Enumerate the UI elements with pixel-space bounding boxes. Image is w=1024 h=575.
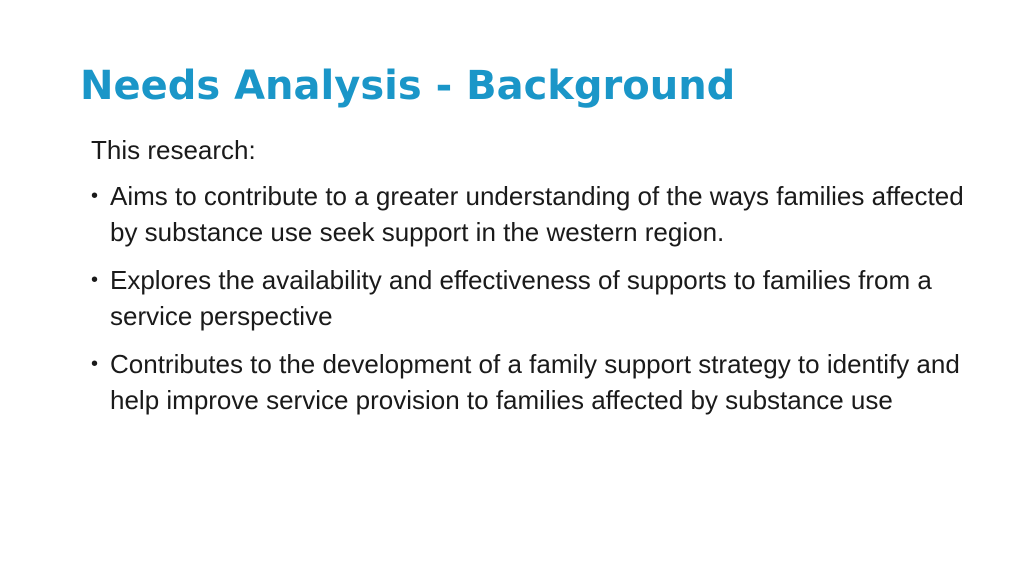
bullet-item (91, 178, 971, 250)
intro-text: This research: (91, 135, 256, 165)
bullet-item (91, 262, 971, 334)
bullet-icon: • (91, 353, 99, 375)
bullet-icon: • (91, 185, 99, 207)
bullet-text: Aims to contribute to a greater understanding of the ways families affected by substance use seek support in the western region. (110, 181, 964, 247)
bullet-text: Explores the availability and effectiveness of supports to families from a service perspective (110, 265, 932, 331)
slide-title: Needs Analysis - Background (80, 63, 736, 109)
bullet-icon: • (91, 269, 99, 291)
bullet-text: Contributes to the development of a family support strategy to identify and help improve service provision to families affected by substance use (110, 349, 960, 415)
slide-body (91, 132, 971, 430)
bullet-item (91, 346, 971, 418)
bullet-list (91, 178, 971, 418)
